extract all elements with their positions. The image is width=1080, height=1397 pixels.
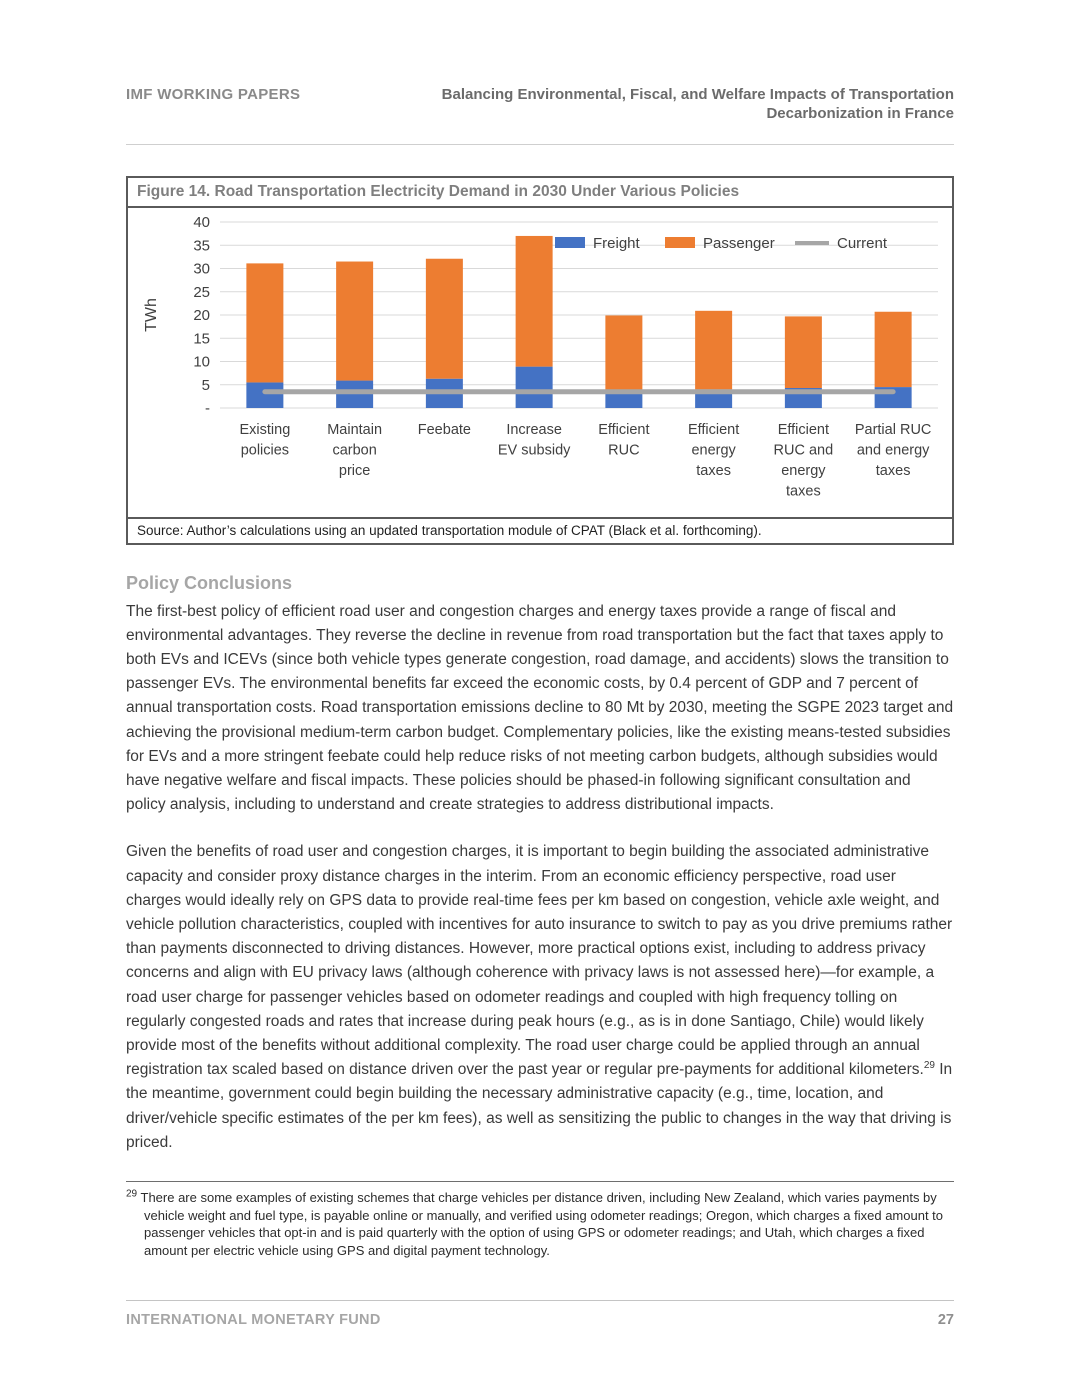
footnote-29 [126, 1189, 954, 1259]
paragraph-1: The first-best policy of efficient road user and congestion charges and energy taxes provide a range of fiscal and environmental advantages. They reverse the decline in revenue from road transportation but the fact that taxes apply to both EVs and ICEVs (since both vehicle types generate congestion, road damage, and accidents) slows the transition to passenger EVs. The environmental benefits far exceed the economic costs, by 0.4 percent of GDP and 7 percent of annual transportation costs. Road transportation emissions decline to 80 Mt by 2030, meeting the SGPE 2023 target and achieving the provisional medium-term carbon budget. Complementary policies, like the existing means-tested subsidies for EVs and a more stringent feebate could help reduce risks of not meeting carbon budgets, although subsidies would have negative welfare and fiscal impacts. These policies should be phased-in following significant consultation and policy analysis, including to understand and create strategies to address distributional impacts. [126, 602, 954, 814]
page-footer [126, 1300, 954, 1328]
figure-14-box [126, 176, 954, 545]
figure-title: Figure 14. Road Transportation Electricity Demand in 2030 Under Various Policies [128, 178, 952, 208]
header-paper-title: Balancing Environmental, Fiscal, and Welfare Impacts of Transportation Decarbonization in France [441, 86, 954, 122]
legend-swatch-passenger [665, 237, 695, 248]
header-series-label: IMF WORKING PAPERS [126, 86, 301, 103]
x-category-label: RUC [608, 442, 640, 458]
y-axis-title: TWh [143, 297, 160, 332]
figure-source-note: Source: Author’s calculations using an updated transportation module of CPAT (Black et al. forthcoming). [128, 517, 952, 543]
bar-passenger [336, 261, 373, 380]
x-category-label: Feebate [417, 421, 471, 438]
footnote-block [126, 1181, 954, 1259]
x-category-label: RUC and [773, 442, 834, 458]
bar-passenger [785, 316, 822, 388]
x-category-label: and energy [856, 442, 930, 458]
x-category-label: Increase [506, 421, 562, 438]
legend-label-freight: Freight [593, 234, 640, 252]
paragraph-2 [126, 840, 954, 1155]
page-number: 27 [937, 1312, 954, 1328]
y-tick-label: 15 [193, 329, 210, 347]
bar-passenger [516, 235, 553, 366]
footnote-text: There are some examples of existing schemes that charge vehicles per distance driven, including New Zealand, which varies payments by vehicle weight and fuel type, is payable online or manually, and verified using odometer readings; Oregon, which charges a fixed amount to passenger vehicles that opt-in and is paid quarterly with the option of using GPS or odometer readings; and Utah, which charges a fixed amount per electric vehicle using GPS and digital payment technology. [137, 1189, 944, 1258]
legend-label-current: Current [837, 234, 888, 252]
x-category-label: Partial RUC [854, 421, 932, 438]
bar-passenger [875, 311, 912, 386]
x-category-label: taxes [696, 462, 731, 479]
header-divider [126, 144, 954, 145]
footnote-reference: 29 [923, 1060, 935, 1071]
x-category-label: Existing [239, 421, 291, 438]
x-category-label: taxes [875, 462, 911, 479]
x-category-label: Efficient [777, 421, 830, 438]
legend-label-passenger: Passenger [703, 234, 775, 252]
y-tick-label: 40 [193, 213, 210, 231]
bar-freight [336, 380, 373, 407]
y-tick-label: 35 [193, 236, 210, 254]
y-tick-label: 20 [193, 306, 210, 324]
paragraph-2-text: Given the benefits of road user and congestion charges, it is important to begin building the associated administrative capacity and consider proxy distance charges in the interim. From an economic efficiency perspective, road user charges would ideally rely on GPS data to provide real-time fees per km based on congestion, vehicle axle weight, and vehicle pollution characteristics, coupled with incentives for auto insurance to switch to pay as you drive premiums rather than payments disconnected to driving distances. However, more practical options exist, including to address privacy concerns and align with EU privacy laws (although coherence with privacy laws is not assessed here)—for example, a road user charge for passenger vehicles based on odometer readings and coupled with high frequency tolling on regularly congested roads and rates that increase during peak hours (e.g., as is in done Santiago, Chile) would likely provide most of the benefits without additional complexity. The road user charge could be applied through an annual registration tax scaled based on distance driven over the past year or regular pre-payments for additional kilometers. [126, 843, 953, 1079]
figure-chart-area [128, 208, 952, 517]
paragraph-2-text-cont: In the meantime, government could begin building the necessary administrative capacity (e.g., time, location, and driver/vehicle specific estimates of the per km fees), as well as sensitizing the public to changes in the way that driving is priced. [126, 1061, 953, 1151]
x-category-label: policies [240, 442, 290, 458]
x-category-label: energy [781, 462, 826, 479]
page-header [126, 86, 954, 124]
x-category-label: Maintain [327, 421, 383, 438]
x-category-label: carbon [332, 442, 377, 458]
bar-passenger [426, 258, 463, 378]
paper-page [126, 0, 954, 1328]
legend-swatch-freight [555, 237, 585, 248]
bar-freight [516, 366, 553, 407]
x-category-label: energy [691, 442, 736, 458]
bar-freight [246, 382, 283, 408]
bar-passenger [605, 315, 642, 389]
bar-passenger [246, 263, 283, 382]
x-category-label: Efficient [598, 421, 650, 438]
section-heading: Policy Conclusions [126, 572, 293, 593]
x-category-label: EV subsidy [497, 442, 571, 458]
y-tick-label: 30 [193, 260, 210, 277]
x-category-label: price [338, 462, 371, 479]
y-tick-label: 5 [201, 376, 210, 394]
footnote-number: 29 [126, 1188, 138, 1200]
figure-14-chart [132, 210, 948, 512]
x-category-label: Efficient [687, 421, 740, 438]
y-tick-label: 25 [193, 283, 210, 301]
y-tick-label: 10 [193, 353, 210, 370]
x-category-label: taxes [786, 483, 821, 499]
bar-passenger [695, 310, 732, 389]
footer-org-name: INTERNATIONAL MONETARY FUND [126, 1312, 381, 1328]
y-tick-label: - [205, 399, 210, 417]
